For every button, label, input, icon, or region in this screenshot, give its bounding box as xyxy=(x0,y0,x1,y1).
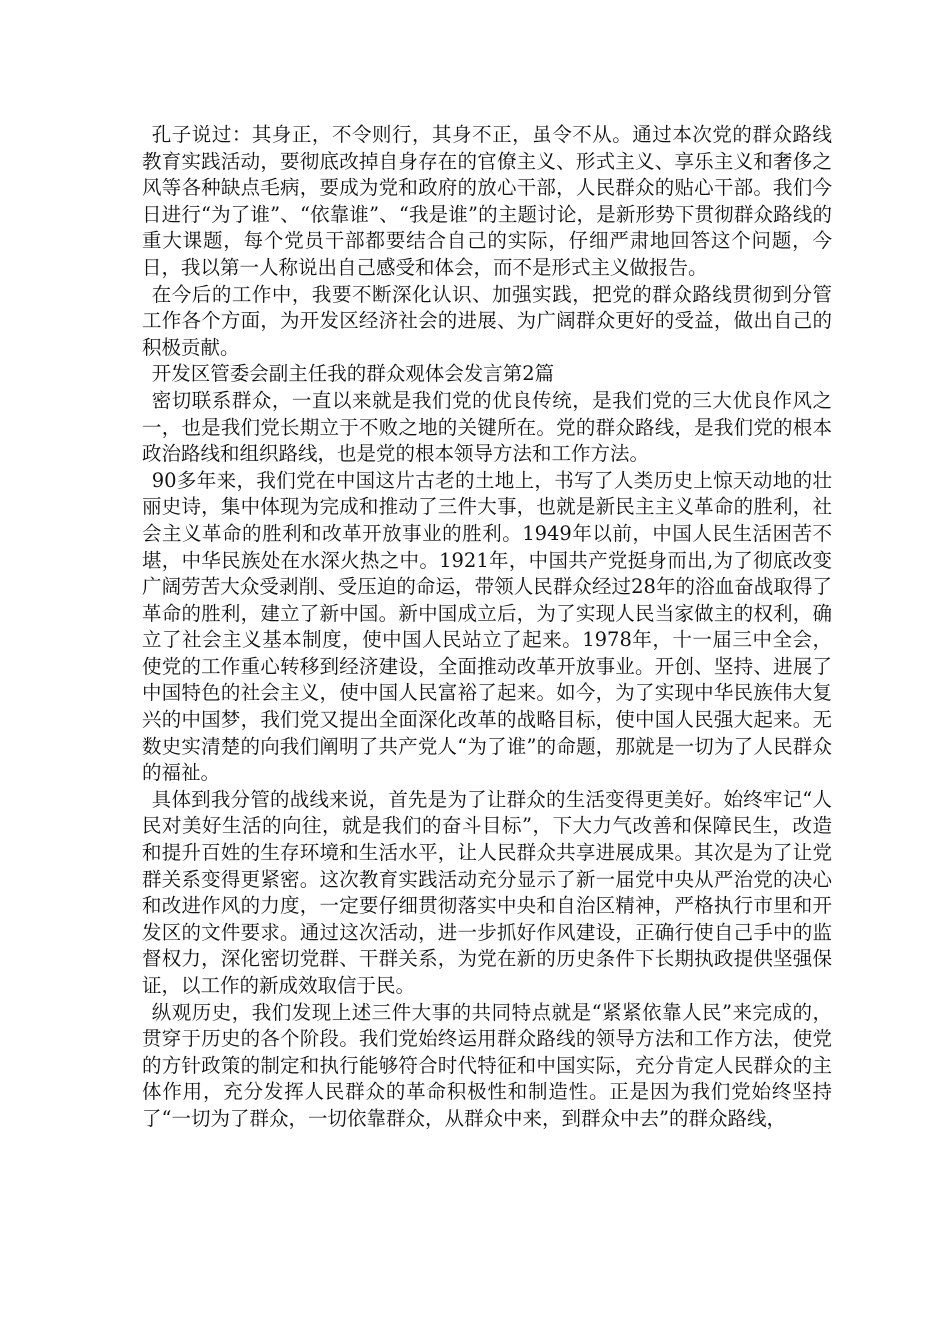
paragraph-future-work: 在今后的工作中，我要不断深化认识、加强实践，把党的群众路线贯彻到分管工作各个方面，为开发区经济社会的进展、为广阔群众更好的受益，做出自己的积极贡献。 xyxy=(142,282,832,359)
paragraph-responsibility: 具体到我分管的战线来说，首先是为了让群众的生活变得更美好。始终牢记“人民对美好生活的向往，就是我们的奋斗目标”，下大力气改善和保障民生，改造和提升百姓的生存环境和生活水平，让人民群众共享进展成果。其次是为了让党群关系变得更紧密。这次教育实践活动充分显示了新一届党中央从严治党的决心和改进作风的力度，一定要仔细贯彻落实中央和自治区精神，严格执行市里和开发区的文件要求。通过这次活动，进一步抓好作风建设，正确行使自己手中的监督权力，深化密切党群、干群关系，为党在新的历史条件下长期执政提供坚强保证，以工作的新成效取信于民。 xyxy=(142,787,832,997)
paragraph-mass-line: 密切联系群众，一直以来就是我们党的优良传统，是我们党的三大优良作风之一，也是我们党长期立于不败之地的关键所在。党的群众路线，是我们党的根本政治路线和组织路线，也是党的根本领导方法和工作方法。 xyxy=(142,388,832,466)
paragraph-review-history: 纵观历史，我们发现上述三件大事的共同特点就是“紧紧依靠人民”来完成的，贯穿于历史的各个阶段。我们党始终运用群众路线的领导方法和工作方法，使党的方针政策的制定和执行能够符合时代特征和中国实际，充分肯定人民群众的主体作用，充分发挥人民群众的革命积极性和制造性。正是因为我们党始终坚持了“一切为了群众，一切依靠群众，从群众中来，到群众中去”的群众路线， xyxy=(142,1000,832,1130)
paragraph-confucius: 孔子说过：其身正，不令则行，其身不正，虽令不从。通过本次党的群众路线教育实践活动，要彻底改掉自身存在的官僚主义、形式主义、享乐主义和奢侈之风等各种缺点毛病，要成为党和政府的放心干部，人民群众的贴心干部。我们今日进行“为了谁”、“依靠谁”、“我是谁”的主题讨论，是新形势下贯彻群众路线的重大课题，每个党员干部都要结合自己的实际，仔细严肃地回答这个问题，今日，我以第一人称说出自己感受和体会，而不是形式主义做报告。 xyxy=(142,123,832,279)
paragraph-history: 90多年来，我们党在中国这片古老的土地上，书写了人类历史上惊天动地的壮丽史诗，集中体现为完成和推动了三件大事，也就是新民主主义革命的胜利，社会主义革命的胜利和改革开放事业的胜利。1949年以前，中国人民生活困苦不堪，中华民族处在水深火热之中。1921年，中国共产党挺身而出,为了彻底改变广阔劳苦大众受剥削、受压迫的命运，带领人民群众经过28年的浴血奋战取得了革命的胜利，建立了新中国。新中国成立后，为了实现人民当家做主的权利，确立了社会主义基本制度，使中国人民站立了起来。1978年，十一届三中全会，使党的工作重心转移到经济建设，全面推动改革开放事业。开创、坚持、进展了中国特色的社会主义，使中国人民富裕了起来。如今，为了实现中华民族伟大复兴的中国梦，我们党又提出全面深化改革的战略目标，使中国人民强大起来。无数史实清楚的向我们阐明了共产党人“为了谁”的命题，那就是一切为了人民群众的福祉。 xyxy=(142,468,832,785)
section-heading: 开发区管委会副主任我的群众观体会发言第2篇 xyxy=(151,362,555,386)
document-body xyxy=(142,122,832,1133)
